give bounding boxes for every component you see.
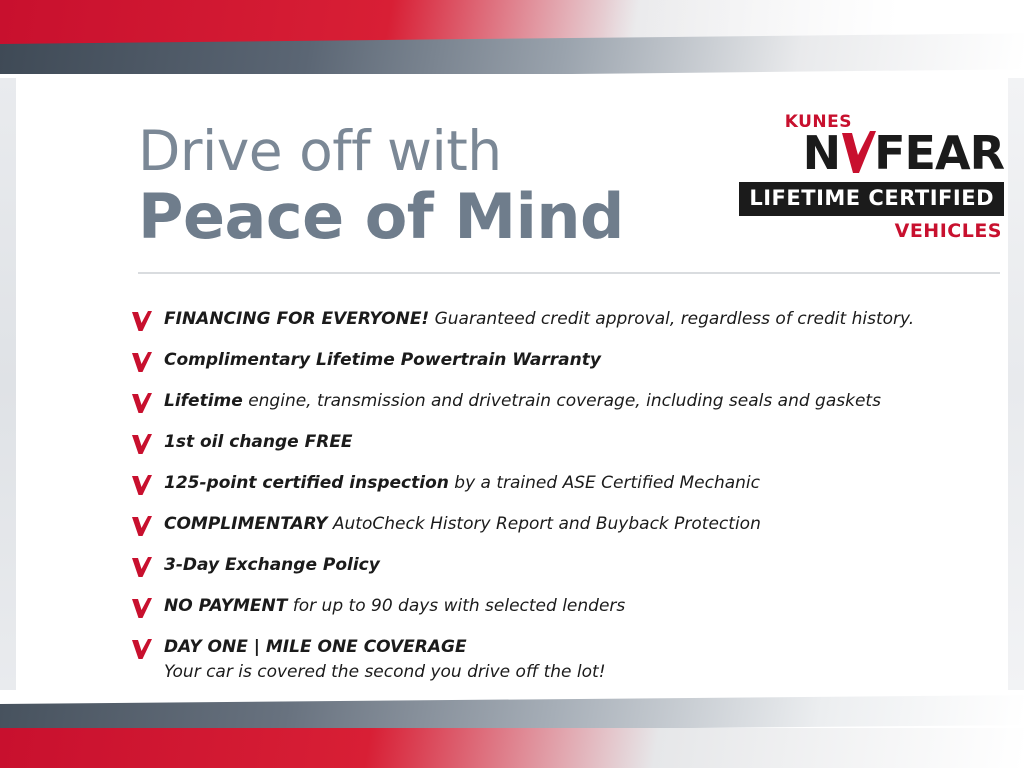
list-item-text bbox=[164, 555, 380, 575]
list-item-subtext: Your car is covered the second you drive off the lot! bbox=[164, 662, 606, 682]
list-item-bold: Lifetime bbox=[164, 391, 243, 411]
logo-wordmark-post: FEAR bbox=[874, 126, 1004, 180]
headline-line-1: Drive off with bbox=[138, 119, 502, 183]
check-mark-icon bbox=[130, 597, 154, 619]
list-item-rest: engine, transmission and drivetrain coverage, including seals and gaskets bbox=[242, 391, 881, 411]
list-item-bold: 3-Day Exchange Policy bbox=[164, 555, 380, 575]
logo-brand-text: KUNES bbox=[784, 112, 852, 132]
list-item-bold: DAY ONE | MILE ONE COVERAGE bbox=[164, 637, 467, 657]
list-item-text bbox=[164, 637, 467, 657]
list-item-text bbox=[164, 309, 914, 329]
check-mark-icon bbox=[130, 351, 154, 373]
logo-wordmark-pre: N bbox=[802, 126, 841, 180]
check-mark-icon bbox=[130, 474, 154, 496]
list-item-text bbox=[164, 514, 761, 534]
check-mark-icon bbox=[130, 638, 154, 660]
list-item bbox=[130, 431, 960, 463]
list-item-bold: Complimentary Lifetime Powertrain Warranty bbox=[164, 350, 601, 370]
list-item bbox=[130, 308, 960, 340]
logo-wordmark bbox=[802, 126, 1004, 180]
list-item-rest: for up to 90 days with selected lenders bbox=[287, 596, 626, 616]
list-item-bold: 1st oil change FREE bbox=[164, 432, 353, 452]
check-mark-icon bbox=[840, 133, 874, 173]
logo-vehicles-text: VEHICLES bbox=[894, 220, 1002, 242]
list-item-rest: by a trained ASE Certified Mechanic bbox=[448, 473, 760, 493]
headline-divider bbox=[138, 272, 1000, 274]
headline-line-2: Peace of Mind bbox=[138, 180, 624, 253]
list-item-bold: NO PAYMENT bbox=[164, 596, 288, 616]
top-decorative-band bbox=[0, 0, 1024, 96]
bottom-red-stripe bbox=[0, 728, 1024, 768]
check-mark-icon bbox=[130, 515, 154, 537]
list-item-text bbox=[164, 473, 760, 493]
list-item bbox=[130, 636, 960, 684]
benefits-list bbox=[130, 308, 960, 693]
list-item bbox=[130, 595, 960, 627]
top-white-wedge bbox=[0, 74, 1024, 96]
bottom-decorative-band bbox=[0, 690, 1024, 768]
logo-lifetime-badge: LIFETIME CERTIFIED bbox=[739, 182, 1004, 216]
list-item-text bbox=[164, 350, 601, 370]
right-edge-rail bbox=[1008, 78, 1024, 690]
list-item-rest: AutoCheck History Report and Buyback Protection bbox=[327, 514, 761, 534]
list-item-text bbox=[164, 596, 625, 616]
list-item-rest: Guaranteed credit approval, regardless of credit history. bbox=[429, 309, 915, 329]
page-title bbox=[138, 119, 738, 253]
check-mark-icon bbox=[130, 556, 154, 578]
list-item-text bbox=[164, 391, 881, 411]
list-item bbox=[130, 554, 960, 586]
list-item bbox=[130, 513, 960, 545]
check-mark-icon bbox=[130, 392, 154, 414]
check-mark-icon bbox=[130, 433, 154, 455]
list-item-bold: COMPLIMENTARY bbox=[164, 514, 328, 534]
list-item bbox=[130, 349, 960, 381]
list-item-text bbox=[164, 432, 353, 452]
kunes-no-fear-logo bbox=[749, 104, 1008, 254]
left-edge-rail bbox=[0, 78, 16, 690]
list-item bbox=[130, 390, 960, 422]
list-item-bold: 125-point certified inspection bbox=[164, 473, 449, 493]
check-mark-icon bbox=[130, 310, 154, 332]
list-item-bold: FINANCING FOR EVERYONE! bbox=[164, 309, 430, 329]
list-item bbox=[130, 472, 960, 504]
